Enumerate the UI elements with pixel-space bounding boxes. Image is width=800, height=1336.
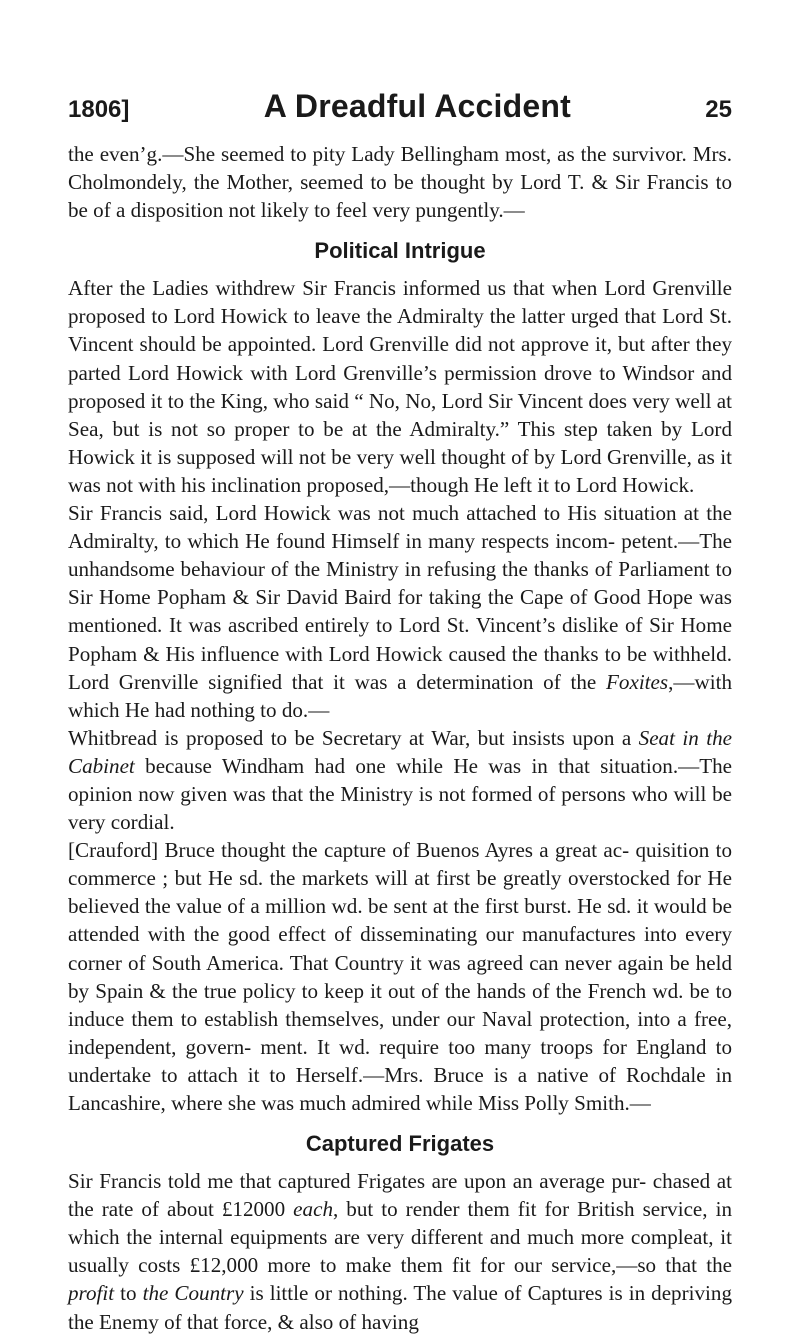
paragraph-howick <box>68 499 732 724</box>
text-run: Sir Francis told me that captured Frigates are upon an average pur- chased at the rate of about £12000 <box>68 1169 732 1222</box>
page-number: 25 <box>705 96 732 123</box>
italic-each: each <box>293 1197 333 1222</box>
text-run: Sir Francis said, Lord Howick was not much attached to His situation at the Admiralty, to which He found Himself in many respects incom- petent.—The unhandsome behaviour of the Ministry in refusing the thanks of Parliament to Sir Home Popham & Sir David Baird for taking the Cape of Good Hope was mentioned. It was ascribed entirely to Lord St. Vincent’s dislike of Sir Home Popham & His influence with Lord Howick caused the thanks to be withheld. Lord Grenville signified that it was a determination of the <box>68 501 732 694</box>
paragraph-bruce: [Crauford] Bruce thought the capture of Buenos Ayres a great ac- quisition to commerce ; but He sd. the markets will at first be greatly overstocked for He believed the value of a million wd. be sent at the first burst. He sd. it would be attended with the good effect of disseminating our manufactures into every corner of South America. That Country it was agreed can never again be held by Spain & the true policy to keep it out of the hands of the French wd. be to induce them to establish themselves, under our Naval protection, into a free, independent, govern- ment. It wd. require too many troops for England to undertake to attach it to Herself.—Mrs. Bruce is a native of Rochdale in Lancashire, where she was much admired while Miss Polly Smith.— <box>68 838 732 1115</box>
paragraph-admiralty: After the Ladies withdrew Sir Francis informed us that when Lord Grenville proposed to Lord Howick to leave the Admiralty the latter urged that Lord St. Vincent should be appointed. Lord Grenville did not approve it, but after they parted Lord Howick with Lord Grenville’s permission drove to Windsor and proposed it to the King, who said “ No, No, Lord Sir Vincent does very well at Sea, but is not so proper to be at the Admiralty.” This step taken by Lord Howick it is supposed will not be very well thought of by Lord Grenville, as it was not with his inclination proposed,—though He left it to Lord Howick. <box>68 276 732 497</box>
running-head-title: A Dreadful Accident <box>263 88 571 124</box>
paragraph-frigates <box>68 1167 732 1336</box>
text-run: is little or nothing. The value of Captures is in depriving the Enemy of that force, & also of having <box>68 1281 732 1334</box>
text-run: Whitbread is proposed to be Secretary at War, but insists upon a <box>68 725 639 750</box>
page-body <box>68 140 732 1336</box>
paragraph-continued: the even’g.—She seemed to pity Lady Bellingham most, as the survivor. Mrs. Cholmondely, the Mother, seemed to be thought by Lord T. & Sir Francis to be of a disposition not likely to feel very pungently.— <box>68 142 732 223</box>
running-head <box>68 88 732 125</box>
italic-foxites: Foxites <box>606 669 669 694</box>
running-head-year: 1806] <box>68 96 130 123</box>
text-run: because Windham had one while He was in that situation.—The opinion now given was that the Ministry is not formed of persons who will be very cordial. <box>68 753 732 835</box>
italic-profit: profit <box>68 1281 115 1306</box>
text-run: ,—with which He had nothing to do.— <box>68 669 732 722</box>
italic-the-country: the Country <box>142 1281 244 1306</box>
italic-seat-in-cabinet: Seat in the Cabinet <box>68 725 732 778</box>
text-run: , but to render them fit for British service, in which the internal equipments are very different and much more compleat, it usually costs £12,000 more to make them fit for our service,—so that the <box>68 1197 732 1278</box>
text-run: to <box>114 1281 143 1306</box>
section-heading-captured-frigates: Captured Frigates <box>305 1131 495 1157</box>
paragraph-whitbread <box>68 724 732 836</box>
section-heading-political-intrigue: Political Intrigue <box>314 238 486 264</box>
